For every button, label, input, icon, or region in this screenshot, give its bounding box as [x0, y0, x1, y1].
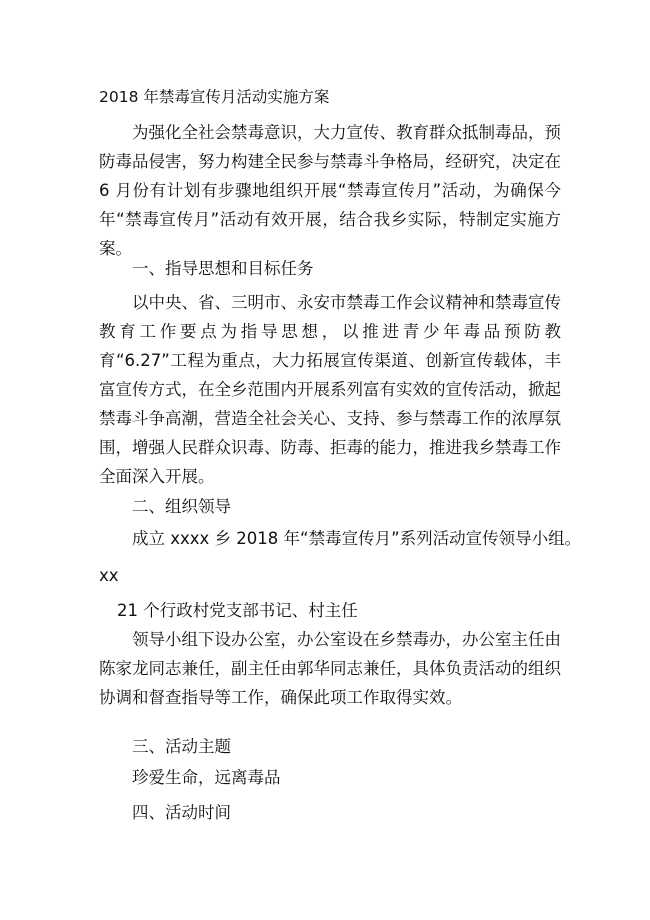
intro-paragraph: 为强化全社会禁毒意识，大力宣传、教育群众抵制毒品，预防毒品侵害，努力构建全民参与禁毒斗争格局，经研究，决定在 6 月份有计划有步骤地组织开展“禁毒宣传月”活动，为确保今年“禁毒宣传月”活动有效开展，结合我乡实际，特制定实施方案。 — [99, 123, 561, 258]
section1-heading: 一、指导思想和目标任务 — [132, 259, 314, 278]
section4-heading: 四、活动时间 — [132, 803, 231, 822]
section3-heading: 三、活动主题 — [132, 737, 231, 756]
section2-paragraph: 领导小组下设办公室，办公室设在乡禁毒办，办公室主任由陈家龙同志兼任，副主任由郭华同志兼任，具体负责活动的组织协调和督查指导等工作，确保此项工作取得实效。 — [99, 630, 561, 707]
section2-placeholder-line: xx — [99, 566, 119, 585]
section2-members-line: 21 个行政村党支部书记、村主任 — [117, 601, 358, 620]
section2-leading-group-line: 成立 xxxx 乡 2018 年“禁毒宣传月”系列活动宣传领导小组。 — [132, 529, 582, 548]
section1-paragraph: 以中央、省、三明市、永安市禁毒工作会议精神和禁毒宣传教育工作要点为指导思想，以推进青少年毒品预防教育“6.27”工程为重点，大力拓展宣传渠道、创新宣传载体，丰富宣传方式，在全乡范围内开展系列富有实效的宣传活动，掀起禁毒斗争高潮，营造全社会关心、支持、参与禁毒工作的浓厚氛围，增强人民群众识毒、防毒、拒毒的能力，推进我乡禁毒工作全面深入开展。 — [99, 293, 561, 486]
section2-heading: 二、组织领导 — [132, 497, 231, 516]
document-title: 2018 年禁毒宣传月活动实施方案 — [99, 88, 330, 106]
section3-theme: 珍爱生命，远离毒品 — [132, 768, 281, 787]
